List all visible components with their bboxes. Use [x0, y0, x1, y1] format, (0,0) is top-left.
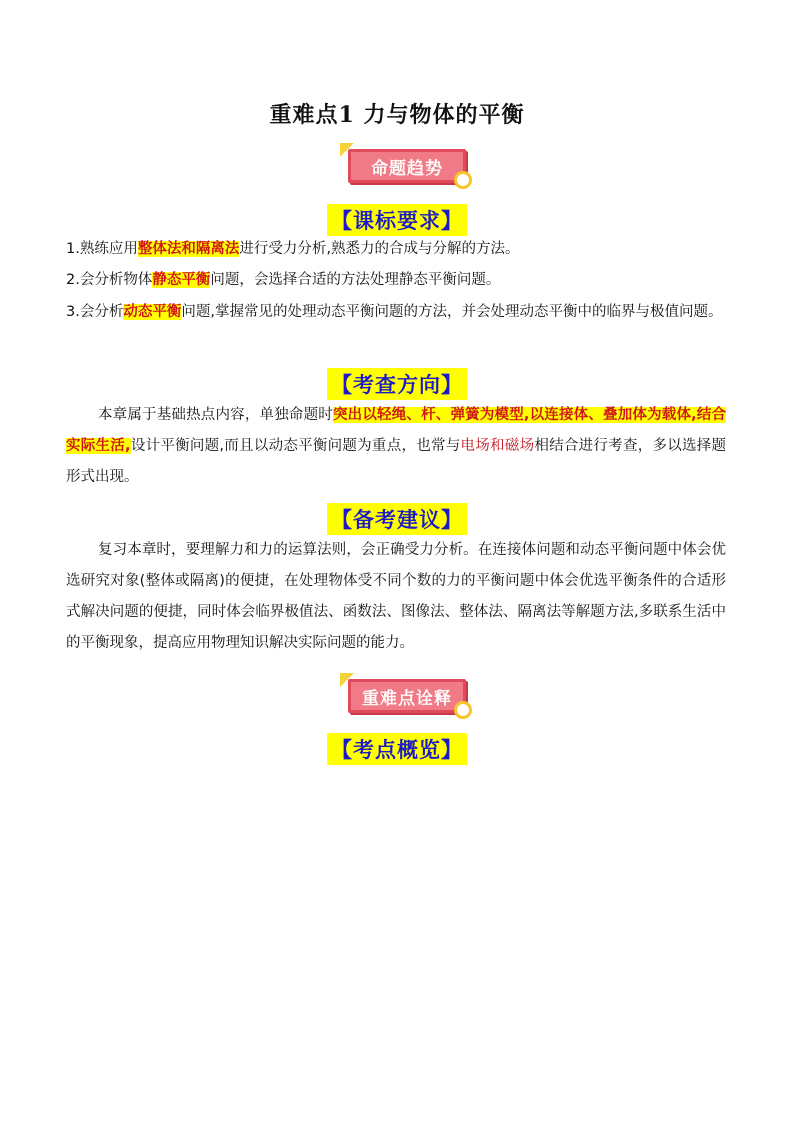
requirement-1-pre: 1.熟练应用 [66, 241, 138, 257]
requirements-heading-label: 【课标要求】 [327, 204, 467, 236]
requirement-3-pre: 3.会分析 [66, 304, 124, 320]
direction-paragraph [66, 400, 726, 493]
advice-heading [0, 503, 794, 535]
direction-mid: 设计平衡问题,而且以动态平衡问题为重点，也常与 [130, 438, 461, 454]
advice-paragraph: 复习本章时，要理解力和力的运算法则，会正确受力分析。在连接体问题和动态平衡问题中体会优选研究对象(整体或隔离)的便捷，在处理物体受不同个数的力的平衡问题中体会优选平衡条件的合适形式解决问题的便捷，同时体会临界极值法、函数法、图像法、整体法、隔离法等解题方法,多联系生活中的平衡现象，提高应用物理知识解决实际问题的能力。 [66, 542, 726, 651]
direction-heading-label: 【考查方向】 [327, 368, 467, 400]
requirement-1-highlight: 整体法和隔离法 [137, 241, 240, 257]
requirement-3-post: 问题,掌握常见的处理动态平衡问题的方法，并会处理动态平衡中的临界与极值问题。 [181, 304, 723, 320]
requirement-2-highlight: 静态平衡 [152, 272, 211, 288]
direction-post: 相结合进行考查，多以选择题形式出现。 [66, 438, 727, 485]
ring-icon [454, 701, 472, 719]
requirement-1-post: 进行受力分析,熟悉力的合成与分解的方法。 [239, 241, 520, 257]
direction-pre: 本章属于基础热点内容，单独命题时 [98, 407, 333, 423]
requirement-item-1 [66, 234, 726, 265]
direction-red: 电场和磁场 [460, 438, 535, 454]
trend-badge [338, 143, 474, 193]
advice-heading-label: 【备考建议】 [327, 503, 467, 535]
direction-heading [0, 368, 794, 400]
overview-heading-label: 【考点概览】 [327, 733, 467, 765]
overview-heading [0, 733, 794, 765]
requirement-3-highlight: 动态平衡 [123, 304, 182, 320]
explain-badge-label: 重难点诠释 [348, 679, 466, 713]
direction-highlight: 突出以轻绳、杆、弹簧为模型,以连接体、叠加体为载体,结合实际生活, [66, 407, 727, 454]
requirement-2-pre: 2.会分析物体 [66, 272, 153, 288]
page-title: 重难点1 力与物体的平衡 [269, 102, 525, 128]
requirement-2-post: 问题，会选择合适的方法处理静态平衡问题。 [210, 272, 501, 288]
requirement-item-2 [66, 265, 726, 296]
ring-icon [454, 171, 472, 189]
requirement-item-3 [66, 297, 726, 328]
explain-badge [338, 673, 474, 723]
trend-badge-label: 命题趋势 [348, 149, 466, 183]
requirements-heading [0, 204, 794, 236]
